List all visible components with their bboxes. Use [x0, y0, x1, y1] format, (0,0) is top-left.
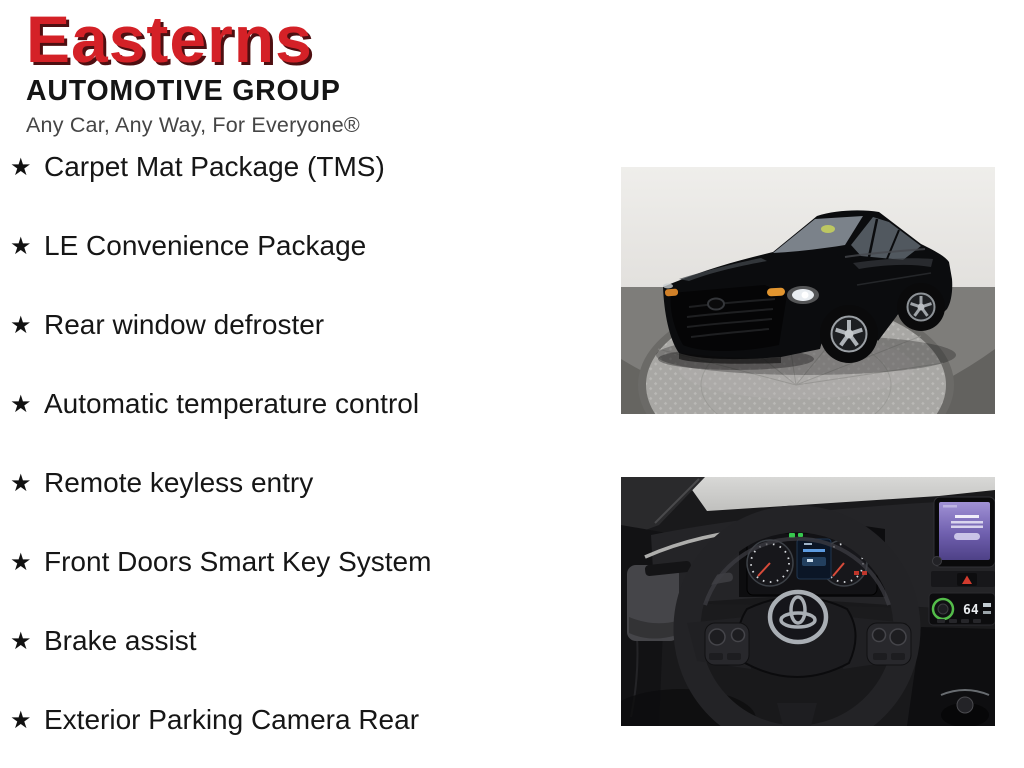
exterior-photo: [621, 167, 995, 414]
feature-label: LE Convenience Package: [44, 230, 367, 261]
star-bullet-icon: ★: [10, 153, 32, 181]
rear-wheel: [897, 283, 945, 331]
feature-item: [10, 703, 431, 737]
feature-item: [10, 308, 431, 342]
star-bullet-icon: ★: [10, 311, 32, 339]
front-wheel: [820, 305, 878, 363]
gear-shifter: [957, 697, 973, 713]
headlight: [787, 286, 819, 304]
feature-item: [10, 387, 431, 421]
features-list: [10, 150, 431, 768]
interior-photo: [621, 477, 995, 726]
logo-tagline-text: Any Car, Any Way, For Everyone®: [26, 113, 360, 137]
feature-label: Carpet Mat Package (TMS): [44, 151, 385, 182]
feature-label: Front Doors Smart Key System: [44, 546, 432, 577]
temperature-readout: 64: [963, 603, 979, 618]
logo-brand-text: Easterns: [26, 2, 313, 76]
turn-signal-left: [665, 289, 678, 297]
feature-label: Exterior Parking Camera Rear: [44, 704, 420, 735]
feature-label: Rear window defroster: [44, 309, 325, 340]
feature-label: Remote keyless entry: [44, 467, 314, 498]
steering-controls-right: [867, 623, 911, 665]
infotainment-screen: [933, 497, 996, 567]
feature-item: [10, 624, 431, 658]
star-bullet-icon: ★: [10, 390, 32, 418]
toyota-emblem: [770, 592, 826, 642]
star-bullet-icon: ★: [10, 548, 32, 576]
steering-controls-left: [705, 623, 749, 665]
feature-label: Brake assist: [44, 625, 197, 656]
climate-panel: [929, 593, 995, 625]
star-bullet-icon: ★: [10, 627, 32, 655]
feature-item: [10, 150, 431, 184]
star-bullet-icon: ★: [10, 232, 32, 260]
toyota-badge: [708, 299, 724, 310]
feature-label: Automatic temperature control: [44, 388, 420, 419]
logo-subtitle-text: AUTOMOTIVE GROUP: [26, 75, 341, 107]
hazard-button: [957, 573, 977, 586]
exterior-photo-art: [621, 167, 995, 414]
feature-item: [10, 466, 431, 500]
feature-item: [10, 545, 431, 579]
interior-photo-art: [621, 477, 995, 726]
turn-signal-right: [767, 288, 785, 297]
feature-item: [10, 229, 431, 263]
star-bullet-icon: ★: [10, 706, 32, 734]
logo: [26, 2, 360, 138]
star-bullet-icon: ★: [10, 469, 32, 497]
windshield-sticker: [821, 225, 835, 233]
